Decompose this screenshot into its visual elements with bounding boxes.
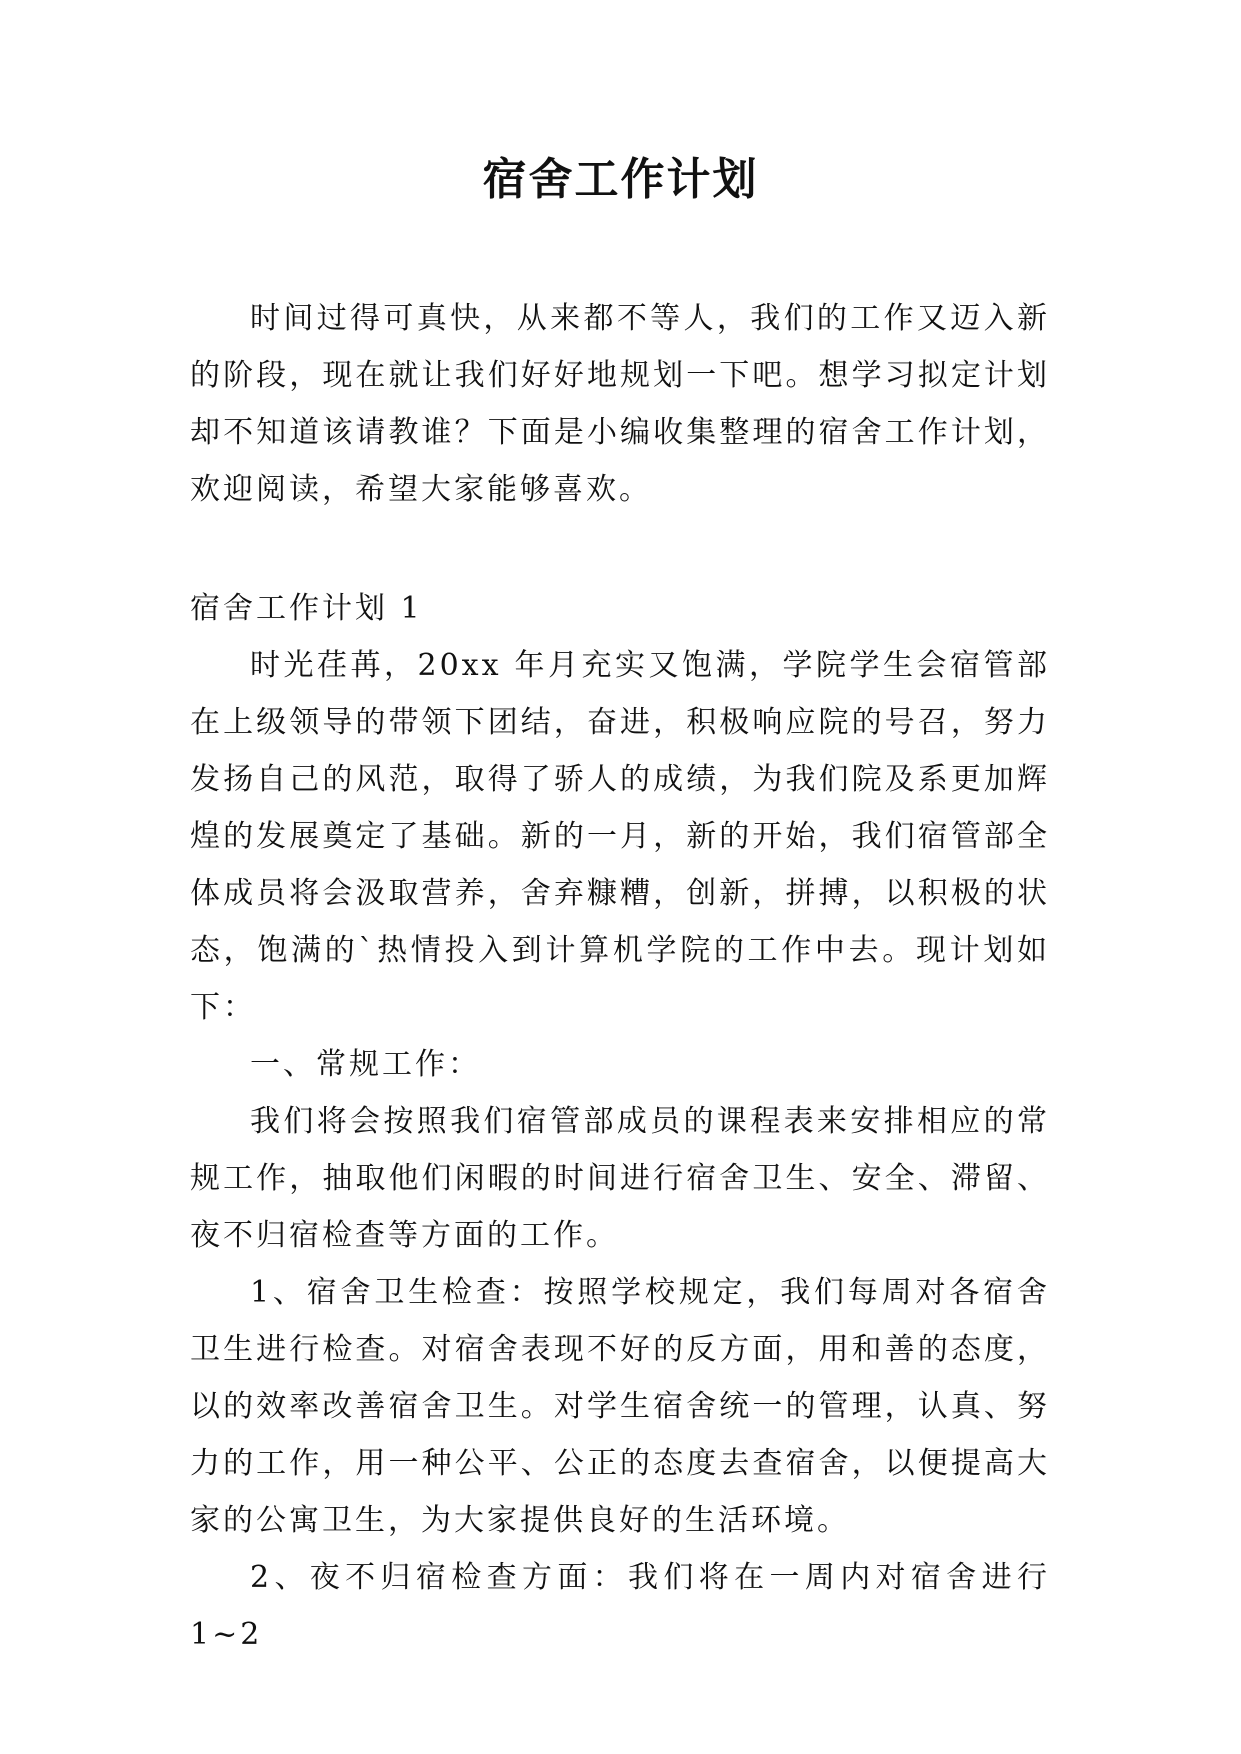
intro-block bbox=[190, 290, 1050, 518]
paragraph: 我们将会按照我们宿管部成员的课程表来安排相应的常规工作，抽取他们闲暇的时间进行宿舍卫生、安全、滞留、夜不归宿检查等方面的工作。 bbox=[190, 1104, 1050, 1253]
intro-paragraph: 时间过得可真快，从来都不等人，我们的工作又迈入新的阶段，现在就让我们好好地规划一下吧。想学习拟定计划却不知道该请教谁？下面是小编收集整理的宿舍工作计划，欢迎阅读，希望大家能够喜欢。 bbox=[190, 301, 1050, 507]
paragraph-subheading: 一、常规工作： bbox=[250, 1047, 481, 1082]
paragraph: 1、宿舍卫生检查：按照学校规定，我们每周对各宿舍卫生进行检查。对宿舍表现不好的反方面，用和善的态度，以的效率改善宿舍卫生。对学生宿舍统一的管理，认真、努力的工作，用一种公平、公正的态度去查宿舍，以便提高大家的公寓卫生，为大家提供良好的生活环境。 bbox=[190, 1275, 1050, 1538]
section-block bbox=[190, 580, 1050, 1663]
paragraph: 时光荏苒，20xx 年月充实又饱满，学院学生会宿管部在上级领导的带领下团结，奋进，积极响应院的号召，努力发扬自己的风范，取得了骄人的成绩，为我们院及系更加辉煌的发展奠定了基础。新的一月，新的开始，我们宿管部全体成员将会汲取营养，舍弃糠糟，创新，拼搏，以积极的状态，饱满的`热情投入到计算机学院的工作中去。现计划如下： bbox=[190, 648, 1050, 1025]
section-heading: 宿舍工作计划 1 bbox=[190, 591, 423, 626]
document-title: 宿舍工作计划 bbox=[482, 154, 759, 205]
paragraph: 2、夜不归宿检查方面：我们将在一周内对宿舍进行 1~2 bbox=[190, 1560, 1050, 1652]
